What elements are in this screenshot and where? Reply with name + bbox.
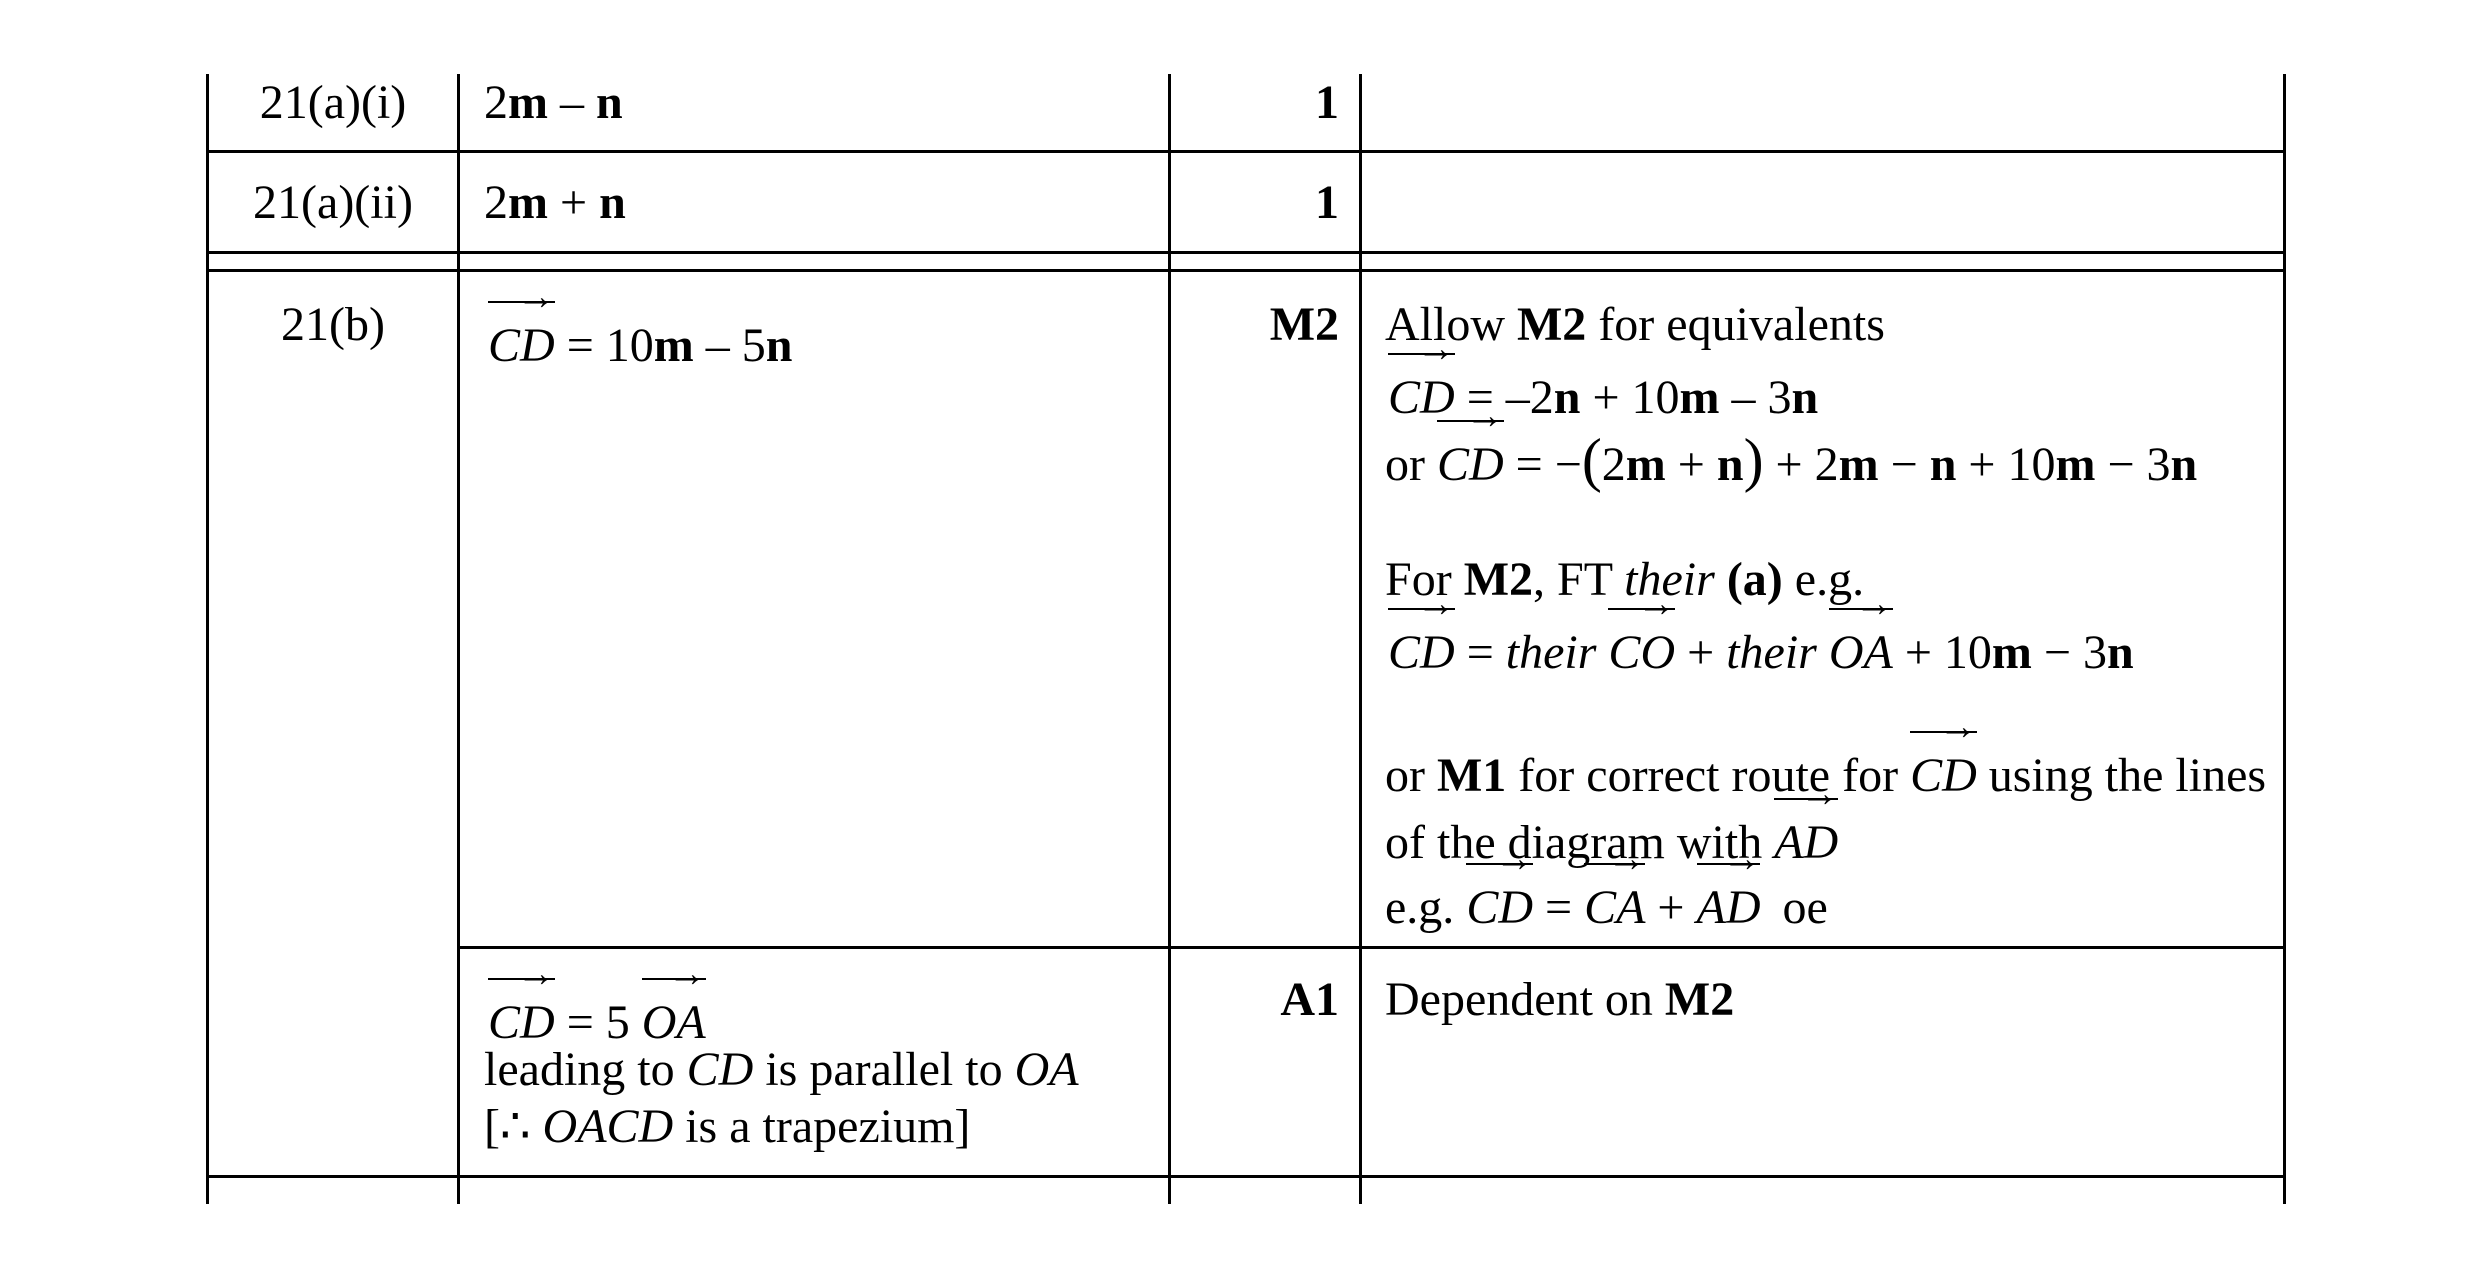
answer-line: [∴ OACD is a trapezium] [484,1100,971,1153]
rule-right [2283,74,2286,1204]
rule-row3-top [206,269,2286,272]
rule-notes-left [1359,74,1362,1204]
vector-cd: CD → [1388,360,1455,428]
rule-mark-left [1168,74,1171,1204]
notes-line: CD → = –2n + 10m – 3n [1388,360,1818,428]
answer-cell: CD → = 10m – 5n [488,308,792,376]
vector-cd: CD → [488,308,555,376]
answer-line: CD → = 5 OA → [488,985,706,1053]
notes-line: CD → = their CO → + their OA → + 10m − 3n [1388,615,2134,683]
mark-cell: 1 [1315,176,1339,229]
vector-cd: CD → [488,985,555,1053]
rule-left [206,74,209,1204]
notes-line: Allow M2 for equivalents [1385,298,1885,351]
question-cell: 21(a)(ii) [253,176,413,229]
vector-ad: AD → [1697,870,1761,938]
vector-oa: OA → [642,985,706,1053]
vector-cd: CD → [1437,427,1504,495]
rule-answer-left [457,74,460,1204]
mark-cell: 1 [1315,76,1339,129]
rule-row2-bottom [206,251,2286,254]
answer-cell: 2m – n [484,76,623,129]
rule-bottom [206,1175,2286,1178]
notes-line: of the diagram with AD → [1385,805,1838,873]
vector-oa: OA → [1829,615,1893,683]
vector-ca: CA → [1584,870,1645,938]
vector-cd: CD → [1910,738,1977,806]
notes-line: or M1 for correct route for CD → using the lines [1385,738,2266,806]
question-cell: 21(b) [281,298,385,351]
answer-cell: 2m + n [484,176,626,229]
vector-cd: CD → [1466,870,1533,938]
answer-line: leading to CD is parallel to OA [484,1043,1079,1096]
rule-row1-bottom [206,150,2286,153]
notes-line: For M2, FT their (a) e.g. [1385,553,1865,606]
mark-cell: A1 [1280,973,1339,1026]
notes-line: Dependent on M2 [1385,973,1735,1026]
rule-part-divider [457,946,2286,949]
notes-line: or CD → = −(2m + n) + 2m − n + 10m − 3n [1385,427,2197,495]
vector-co: CO → [1608,615,1675,683]
mark-cell: M2 [1269,298,1339,351]
vector-ad: AD → [1774,805,1838,873]
question-cell: 21(a)(i) [259,76,407,129]
vector-cd: CD → [1388,615,1455,683]
notes-line: e.g. CD → = CA → + AD → oe [1385,870,1828,938]
